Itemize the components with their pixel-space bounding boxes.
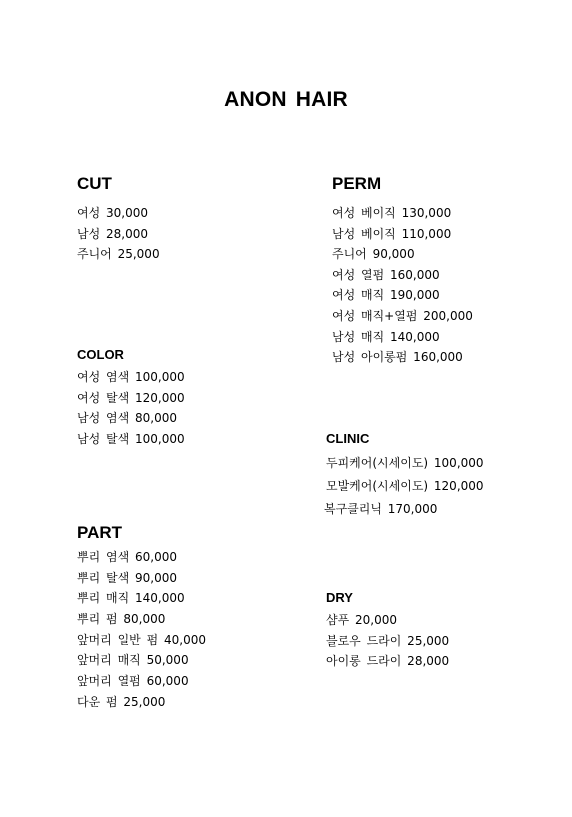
clinic-heading: CLINIC (326, 431, 370, 446)
part-section (77, 522, 206, 713)
price-item: 뿌리 염색 60,000 (77, 550, 177, 564)
price-item: 주니어 90,000 (332, 247, 415, 262)
price-item: 여성 매직+열펌 200,000 (332, 308, 473, 323)
perm-heading: PERM (332, 174, 382, 193)
dry-price-list (326, 610, 449, 672)
price-item: 여성 염색 100,000 (77, 370, 185, 384)
price-item: 남성 베이직 110,000 (332, 226, 452, 241)
price-item: 남성 염색 80,000 (77, 411, 177, 426)
color-price-list (77, 367, 185, 449)
part-price-list (77, 547, 206, 713)
cut-price-list (77, 203, 160, 265)
price-item: 샴푸 20,000 (326, 613, 397, 627)
price-item: 복구클리닉 170,000 (324, 502, 438, 516)
price-item: 뿌리 펌 80,000 (77, 612, 166, 627)
perm-price-list (332, 203, 473, 368)
price-item: 남성 매직 140,000 (332, 329, 440, 344)
price-item: 남성 탈색 100,000 (77, 431, 185, 446)
page-title: ANON HAIR (224, 88, 348, 111)
price-item: 남성 28,000 (77, 226, 148, 241)
price-item: 여성 베이직 130,000 (332, 206, 452, 220)
dry-section (326, 588, 449, 672)
price-item: 여성 탈색 120,000 (77, 390, 185, 405)
perm-section (332, 173, 473, 368)
price-item: 다운 펌 25,000 (77, 694, 166, 709)
price-item: 뿌리 매직 140,000 (77, 591, 185, 606)
price-item: 모발케어(시세이도) 120,000 (326, 479, 484, 493)
price-item: 여성 열펌 160,000 (332, 267, 440, 282)
color-heading: COLOR (77, 347, 124, 362)
price-item: 앞머리 열펌 60,000 (77, 674, 189, 689)
price-item: 뿌리 탈색 90,000 (77, 570, 177, 585)
cut-section (77, 173, 160, 265)
price-item: 여성 30,000 (77, 206, 148, 220)
cut-heading: CUT (77, 174, 112, 193)
price-item: 아이롱 드라이 28,000 (326, 654, 450, 668)
price-item: 남성 아이롱펌 160,000 (332, 350, 463, 365)
price-item: 앞머리 일반 펌 40,000 (77, 632, 206, 647)
price-item: 앞머리 매직 50,000 (77, 653, 189, 668)
dry-heading: DRY (326, 590, 353, 605)
price-item: 블로우 드라이 25,000 (326, 633, 450, 648)
price-item: 두피케어(시세이도) 100,000 (326, 456, 484, 470)
color-section (77, 345, 185, 449)
clinic-section (326, 429, 484, 521)
price-item: 여성 매직 190,000 (332, 288, 440, 303)
part-heading: PART (77, 523, 123, 542)
clinic-price-list (326, 452, 484, 521)
price-item: 주니어 25,000 (77, 247, 160, 261)
